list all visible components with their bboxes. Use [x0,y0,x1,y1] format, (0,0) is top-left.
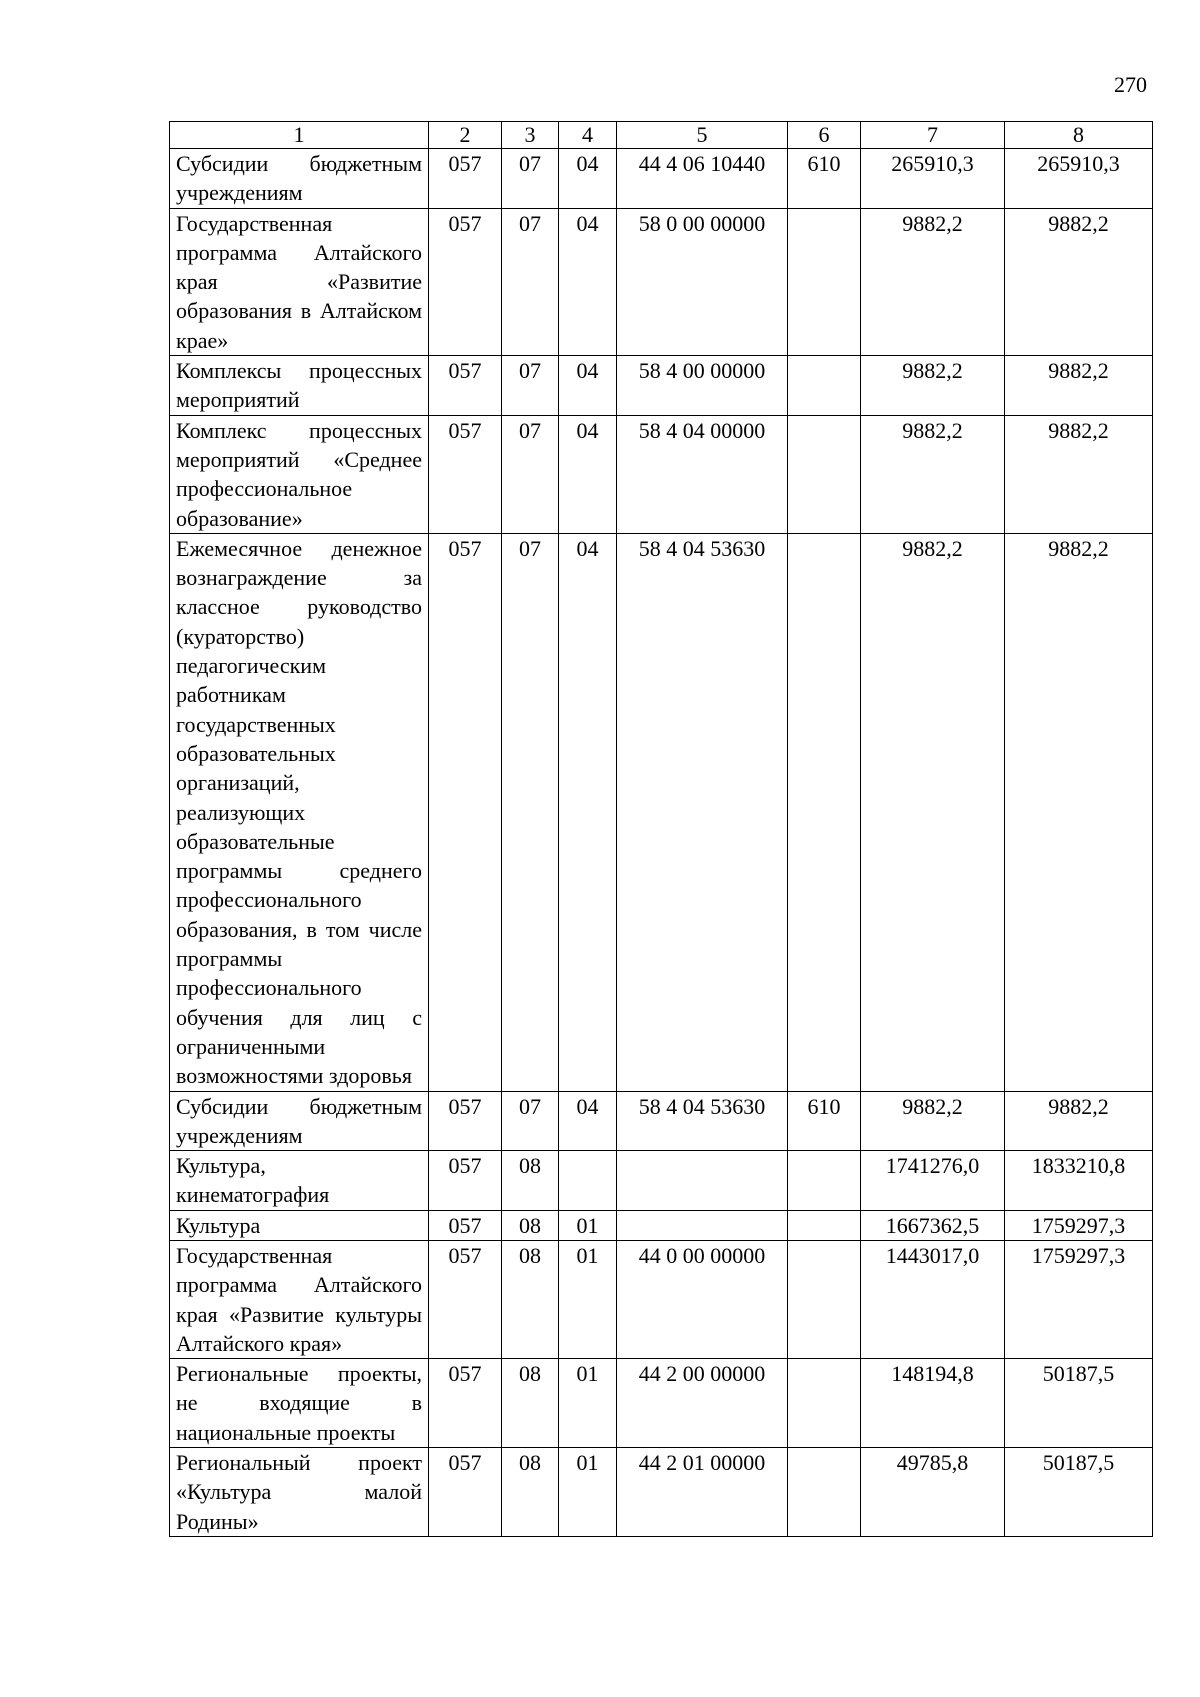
admin-code-cell: 057 [429,356,502,416]
table-row [170,149,1153,209]
expense-type-cell [788,415,861,533]
row-name-cell: Субсидии бюджетным учреждениям [170,149,429,209]
row-name-cell: Региональные проекты, не входящие в национальные проекты [170,1359,429,1448]
table-row [170,356,1153,416]
table-row [170,1210,1153,1240]
admin-code-cell: 057 [429,415,502,533]
table-row [170,1240,1153,1358]
subsection-cell: 01 [559,1359,617,1448]
amount-year1-cell: 1443017,0 [861,1240,1005,1358]
table-row [170,1448,1153,1537]
expense-type-cell: 610 [788,149,861,209]
admin-code-cell: 057 [429,1091,502,1151]
amount-year1-cell: 9882,2 [861,533,1005,1091]
expense-type-cell [788,356,861,416]
expense-type-cell [788,1210,861,1240]
row-name-cell: Ежемесячное денежное вознаграждение за классное руководство (кураторство) педагогическим работникам государственных образовательных организаций, реализующих образовательные программы среднего профессионального образования, в том числе программы профессионального обучения для лиц с ограниченными возможностями здоровья [170,533,429,1091]
amount-year1-cell: 9882,2 [861,356,1005,416]
section-cell: 07 [502,1091,559,1151]
amount-year2-cell: 9882,2 [1005,533,1153,1091]
subsection-cell: 04 [559,208,617,355]
column-header: 3 [502,122,559,149]
table-row [170,1151,1153,1211]
section-cell: 08 [502,1448,559,1537]
expense-type-cell [788,533,861,1091]
amount-year1-cell: 49785,8 [861,1448,1005,1537]
column-header: 7 [861,122,1005,149]
subsection-cell: 01 [559,1240,617,1358]
amount-year1-cell: 265910,3 [861,149,1005,209]
amount-year2-cell: 1833210,8 [1005,1151,1153,1211]
row-name-cell: Субсидии бюджетным учреждениям [170,1091,429,1151]
section-cell: 08 [502,1151,559,1211]
table-row [170,415,1153,533]
admin-code-cell: 057 [429,149,502,209]
admin-code-cell: 057 [429,1448,502,1537]
row-name-cell: Региональный проект «Культура малой Родины» [170,1448,429,1537]
section-cell: 07 [502,533,559,1091]
subsection-cell: 04 [559,149,617,209]
admin-code-cell: 057 [429,1210,502,1240]
column-header: 4 [559,122,617,149]
column-header: 2 [429,122,502,149]
amount-year2-cell: 265910,3 [1005,149,1153,209]
row-name-cell: Культура, кинематография [170,1151,429,1211]
amount-year2-cell: 1759297,3 [1005,1240,1153,1358]
target-article-cell [617,1210,788,1240]
subsection-cell: 04 [559,415,617,533]
row-name-cell: Государственная программа Алтайского края «Развитие образования в Алтайском крае» [170,208,429,355]
table-row [170,208,1153,355]
target-article-cell: 58 0 00 00000 [617,208,788,355]
table-row [170,1091,1153,1151]
expense-type-cell [788,208,861,355]
table-row [170,533,1153,1091]
admin-code-cell: 057 [429,1359,502,1448]
target-article-cell: 58 4 04 53630 [617,533,788,1091]
column-header: 1 [170,122,429,149]
column-header: 5 [617,122,788,149]
section-cell: 07 [502,356,559,416]
target-article-cell: 58 4 04 00000 [617,415,788,533]
expense-type-cell [788,1359,861,1448]
amount-year2-cell: 9882,2 [1005,1091,1153,1151]
amount-year1-cell: 1741276,0 [861,1151,1005,1211]
amount-year2-cell: 9882,2 [1005,208,1153,355]
row-name-cell: Комплексы процессных мероприятий [170,356,429,416]
subsection-cell: 01 [559,1448,617,1537]
amount-year2-cell: 9882,2 [1005,356,1153,416]
subsection-cell: 01 [559,1210,617,1240]
admin-code-cell: 057 [429,1240,502,1358]
subsection-cell: 04 [559,1091,617,1151]
subsection-cell [559,1151,617,1211]
amount-year2-cell: 50187,5 [1005,1359,1153,1448]
section-cell: 08 [502,1210,559,1240]
section-cell: 07 [502,149,559,209]
expense-type-cell [788,1448,861,1537]
amount-year1-cell: 9882,2 [861,1091,1005,1151]
amount-year2-cell: 9882,2 [1005,415,1153,533]
amount-year2-cell: 1759297,3 [1005,1210,1153,1240]
row-name-cell: Культура [170,1210,429,1240]
amount-year2-cell: 50187,5 [1005,1448,1153,1537]
section-cell: 07 [502,208,559,355]
admin-code-cell: 057 [429,208,502,355]
target-article-cell: 58 4 04 53630 [617,1091,788,1151]
subsection-cell: 04 [559,533,617,1091]
target-article-cell: 44 2 00 00000 [617,1359,788,1448]
expense-type-cell [788,1240,861,1358]
target-article-cell: 44 2 01 00000 [617,1448,788,1537]
section-cell: 07 [502,415,559,533]
table-row [170,1359,1153,1448]
amount-year1-cell: 9882,2 [861,415,1005,533]
amount-year1-cell: 148194,8 [861,1359,1005,1448]
page-number: 270 [1114,72,1147,97]
target-article-cell: 58 4 00 00000 [617,356,788,416]
admin-code-cell: 057 [429,1151,502,1211]
amount-year1-cell: 1667362,5 [861,1210,1005,1240]
column-header: 6 [788,122,861,149]
expense-type-cell: 610 [788,1091,861,1151]
target-article-cell: 44 4 06 10440 [617,149,788,209]
section-cell: 08 [502,1359,559,1448]
table-body [170,149,1153,1537]
admin-code-cell: 057 [429,533,502,1091]
table-header-row [170,122,1153,149]
row-name-cell: Комплекс процессных мероприятий «Среднее профессиональное образование» [170,415,429,533]
budget-table [169,121,1153,1537]
expense-type-cell [788,1151,861,1211]
subsection-cell: 04 [559,356,617,416]
column-header: 8 [1005,122,1153,149]
target-article-cell [617,1151,788,1211]
section-cell: 08 [502,1240,559,1358]
target-article-cell: 44 0 00 00000 [617,1240,788,1358]
amount-year1-cell: 9882,2 [861,208,1005,355]
row-name-cell: Государственная программа Алтайского края «Развитие культуры Алтайского края» [170,1240,429,1358]
